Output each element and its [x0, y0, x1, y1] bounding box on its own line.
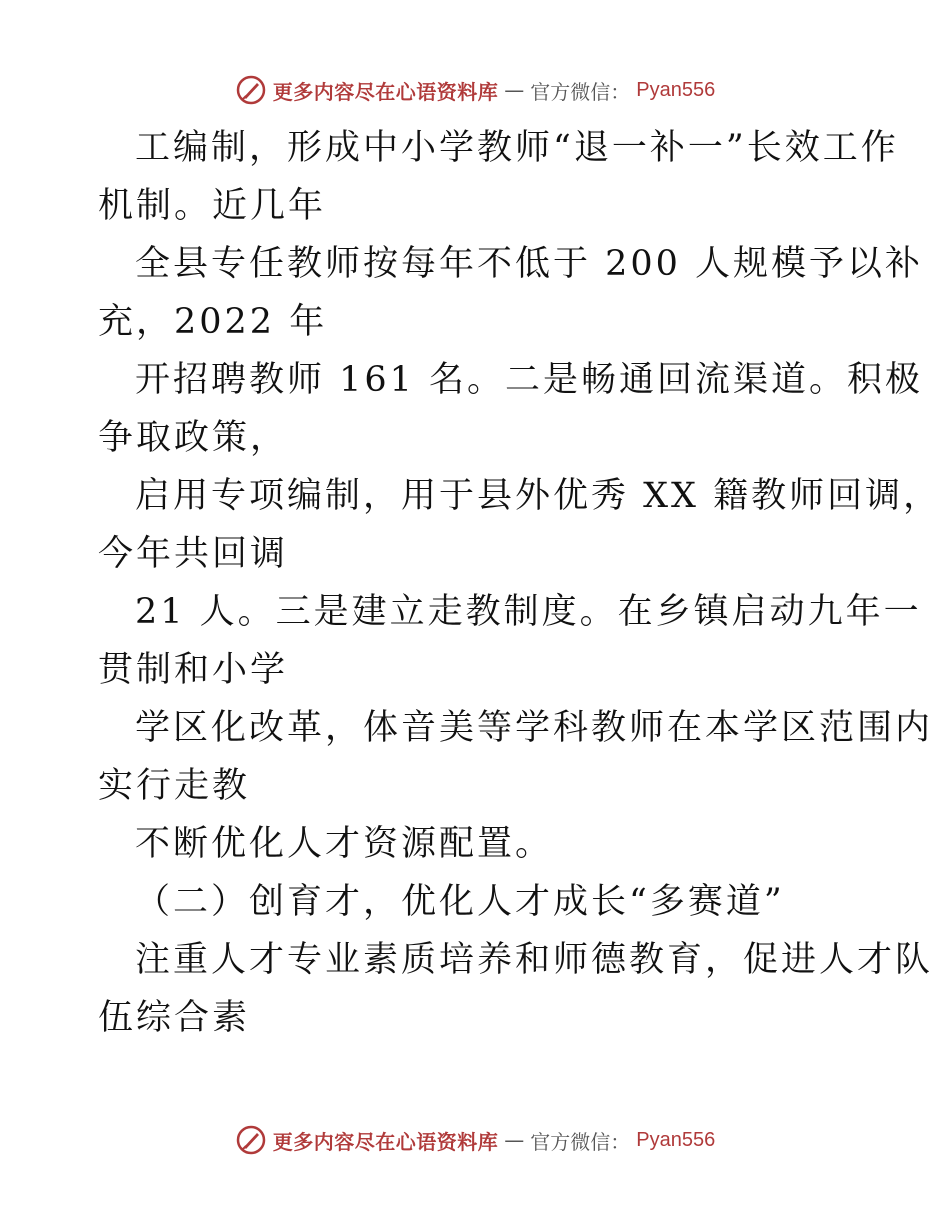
watermark-dash: — — [504, 78, 525, 102]
text-line: 工编制，形成中小学教师“退一补一”长效工作 — [135, 128, 899, 168]
text-line: 不断优化人才资源配置。 — [135, 824, 554, 864]
text-line: 争取政策， — [98, 418, 289, 458]
quill-logo-icon — [235, 1124, 267, 1156]
footer-watermark — [0, 1120, 950, 1160]
watermark-brand: 更多内容尽在心语资料库 — [272, 1129, 499, 1154]
watermark-contact-label: 官方微信： — [530, 79, 631, 104]
quill-logo-icon — [235, 74, 267, 106]
text-line: 21 人。三是建立走教制度。在乡镇启动九年一 — [135, 592, 922, 632]
header-watermark — [0, 70, 950, 110]
document-body — [98, 119, 942, 1047]
text-line: 机制。近几年 — [98, 186, 327, 226]
text-line: （二）创育才，优化人才成长“多赛道” — [135, 882, 785, 922]
text-line: 开招聘教师 161 名。二是畅通回流渠道。积极 — [135, 360, 924, 400]
text-line: 贯制和小学 — [98, 650, 289, 690]
text-line: 今年共回调 — [98, 534, 289, 574]
text-line: 启用专项编制，用于县外优秀 XX 籍教师回调， — [135, 476, 942, 516]
watermark-contact-label: 官方微信： — [530, 1129, 631, 1154]
text-line: 实行走教 — [98, 766, 251, 806]
watermark-handle: Pyan556 — [636, 78, 716, 101]
watermark-brand: 更多内容尽在心语资料库 — [272, 79, 499, 104]
text-line: 学区化改革，体音美等学科教师在本学区范围内 — [135, 708, 934, 748]
text-line: 全县专任教师按每年不低于 200 人规模予以补 — [135, 244, 924, 284]
text-line: 注重人才专业素质培养和师德教育，促进人才队 — [135, 940, 934, 980]
watermark-dash: — — [504, 1128, 525, 1152]
text-line: 充，2022 年 — [98, 302, 328, 342]
watermark-handle: Pyan556 — [636, 1128, 716, 1151]
text-line: 伍综合素 — [98, 998, 251, 1038]
